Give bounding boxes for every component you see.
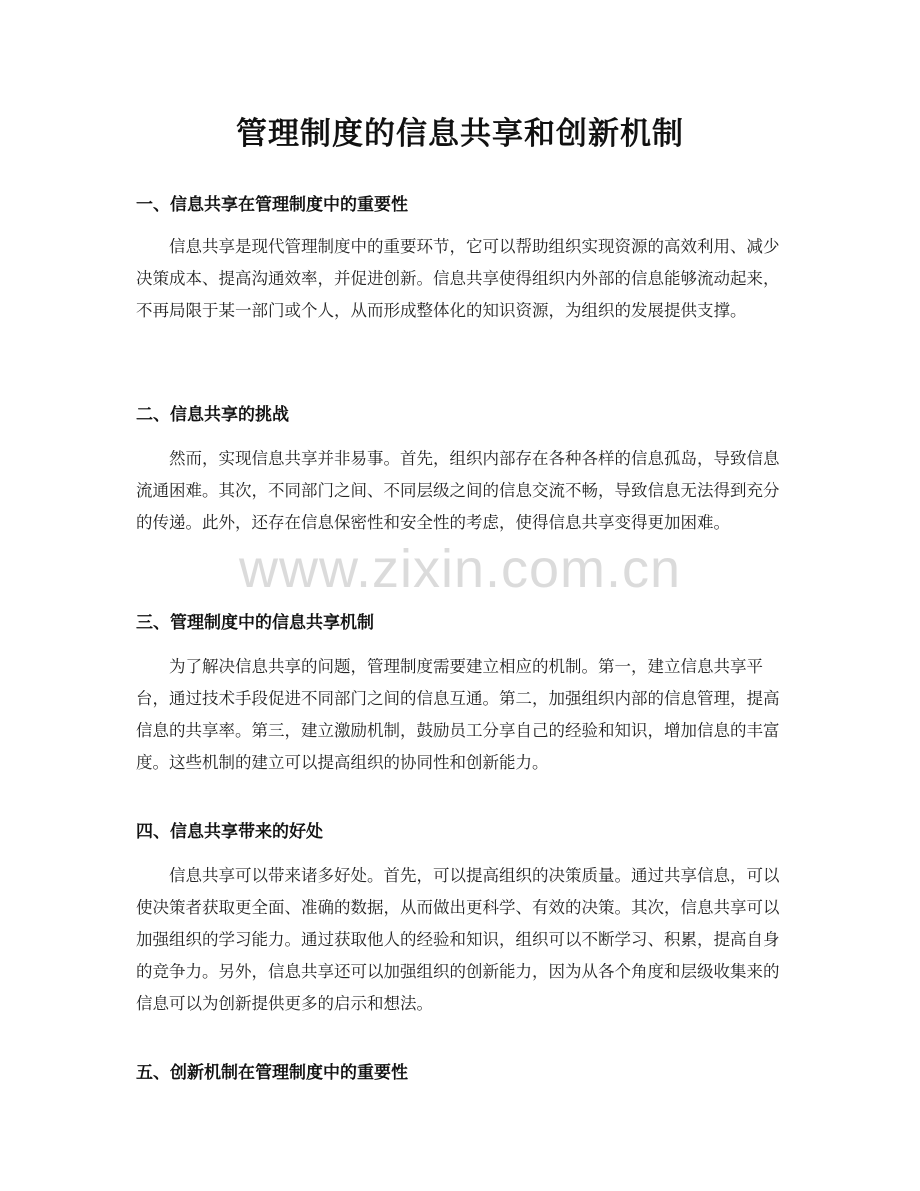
section-4-heading: 四、信息共享带来的好处 — [136, 822, 323, 842]
section-3-paragraph: 为了解决信息共享的问题，管理制度需要建立相应的机制。第一，建立信息共享平台，通过技术手段促进不同部门之间的信息互通。第二，加强组织内部的信息管理，提高信息的共享率。第三，建立激励机制，鼓励员工分享自己的经验和知识，增加信息的丰富度。这些机制的建立可以提高组织的协同性和创新能力。 — [136, 657, 780, 772]
section-2-paragraph: 然而，实现信息共享并非易事。首先，组织内部存在各种各样的信息孤岛，导致信息流通困难。其次，不同部门之间、不同层级之间的信息交流不畅，导致信息无法得到充分的传递。此外，还存在信息保密性和安全性的考虑，使得信息共享变得更加困难。 — [136, 449, 780, 532]
section-3-heading: 三、管理制度中的信息共享机制 — [136, 613, 374, 633]
document-title: 管理制度的信息共享和创新机制 — [236, 116, 684, 152]
section-2-heading: 二、信息共享的挑战 — [136, 405, 289, 425]
section-1-heading: 一、信息共享在管理制度中的重要性 — [136, 195, 408, 215]
section-5-heading: 五、创新机制在管理制度中的重要性 — [136, 1063, 408, 1083]
watermark: www.zixin.com.cn — [238, 539, 682, 599]
section-1-paragraph: 信息共享是现代管理制度中的重要环节，它可以帮助组织实现资源的高效利用、减少决策成本、提高沟通效率，并促进创新。信息共享使得组织内外部的信息能够流动起来，不再局限于某一部门或个人，从而形成整体化的知识资源，为组织的发展提供支撑。 — [136, 237, 780, 320]
section-4-paragraph: 信息共享可以带来诸多好处。首先，可以提高组织的决策质量。通过共享信息，可以使决策者获取更全面、准确的数据，从而做出更科学、有效的决策。其次，信息共享可以加强组织的学习能力。通过获取他人的经验和知识，组织可以不断学习、积累，提高自身的竞争力。另外，信息共享还可以加强组织的创新能力，因为从各个角度和层级收集来的信息可以为创新提供更多的启示和想法。 — [136, 866, 780, 1013]
